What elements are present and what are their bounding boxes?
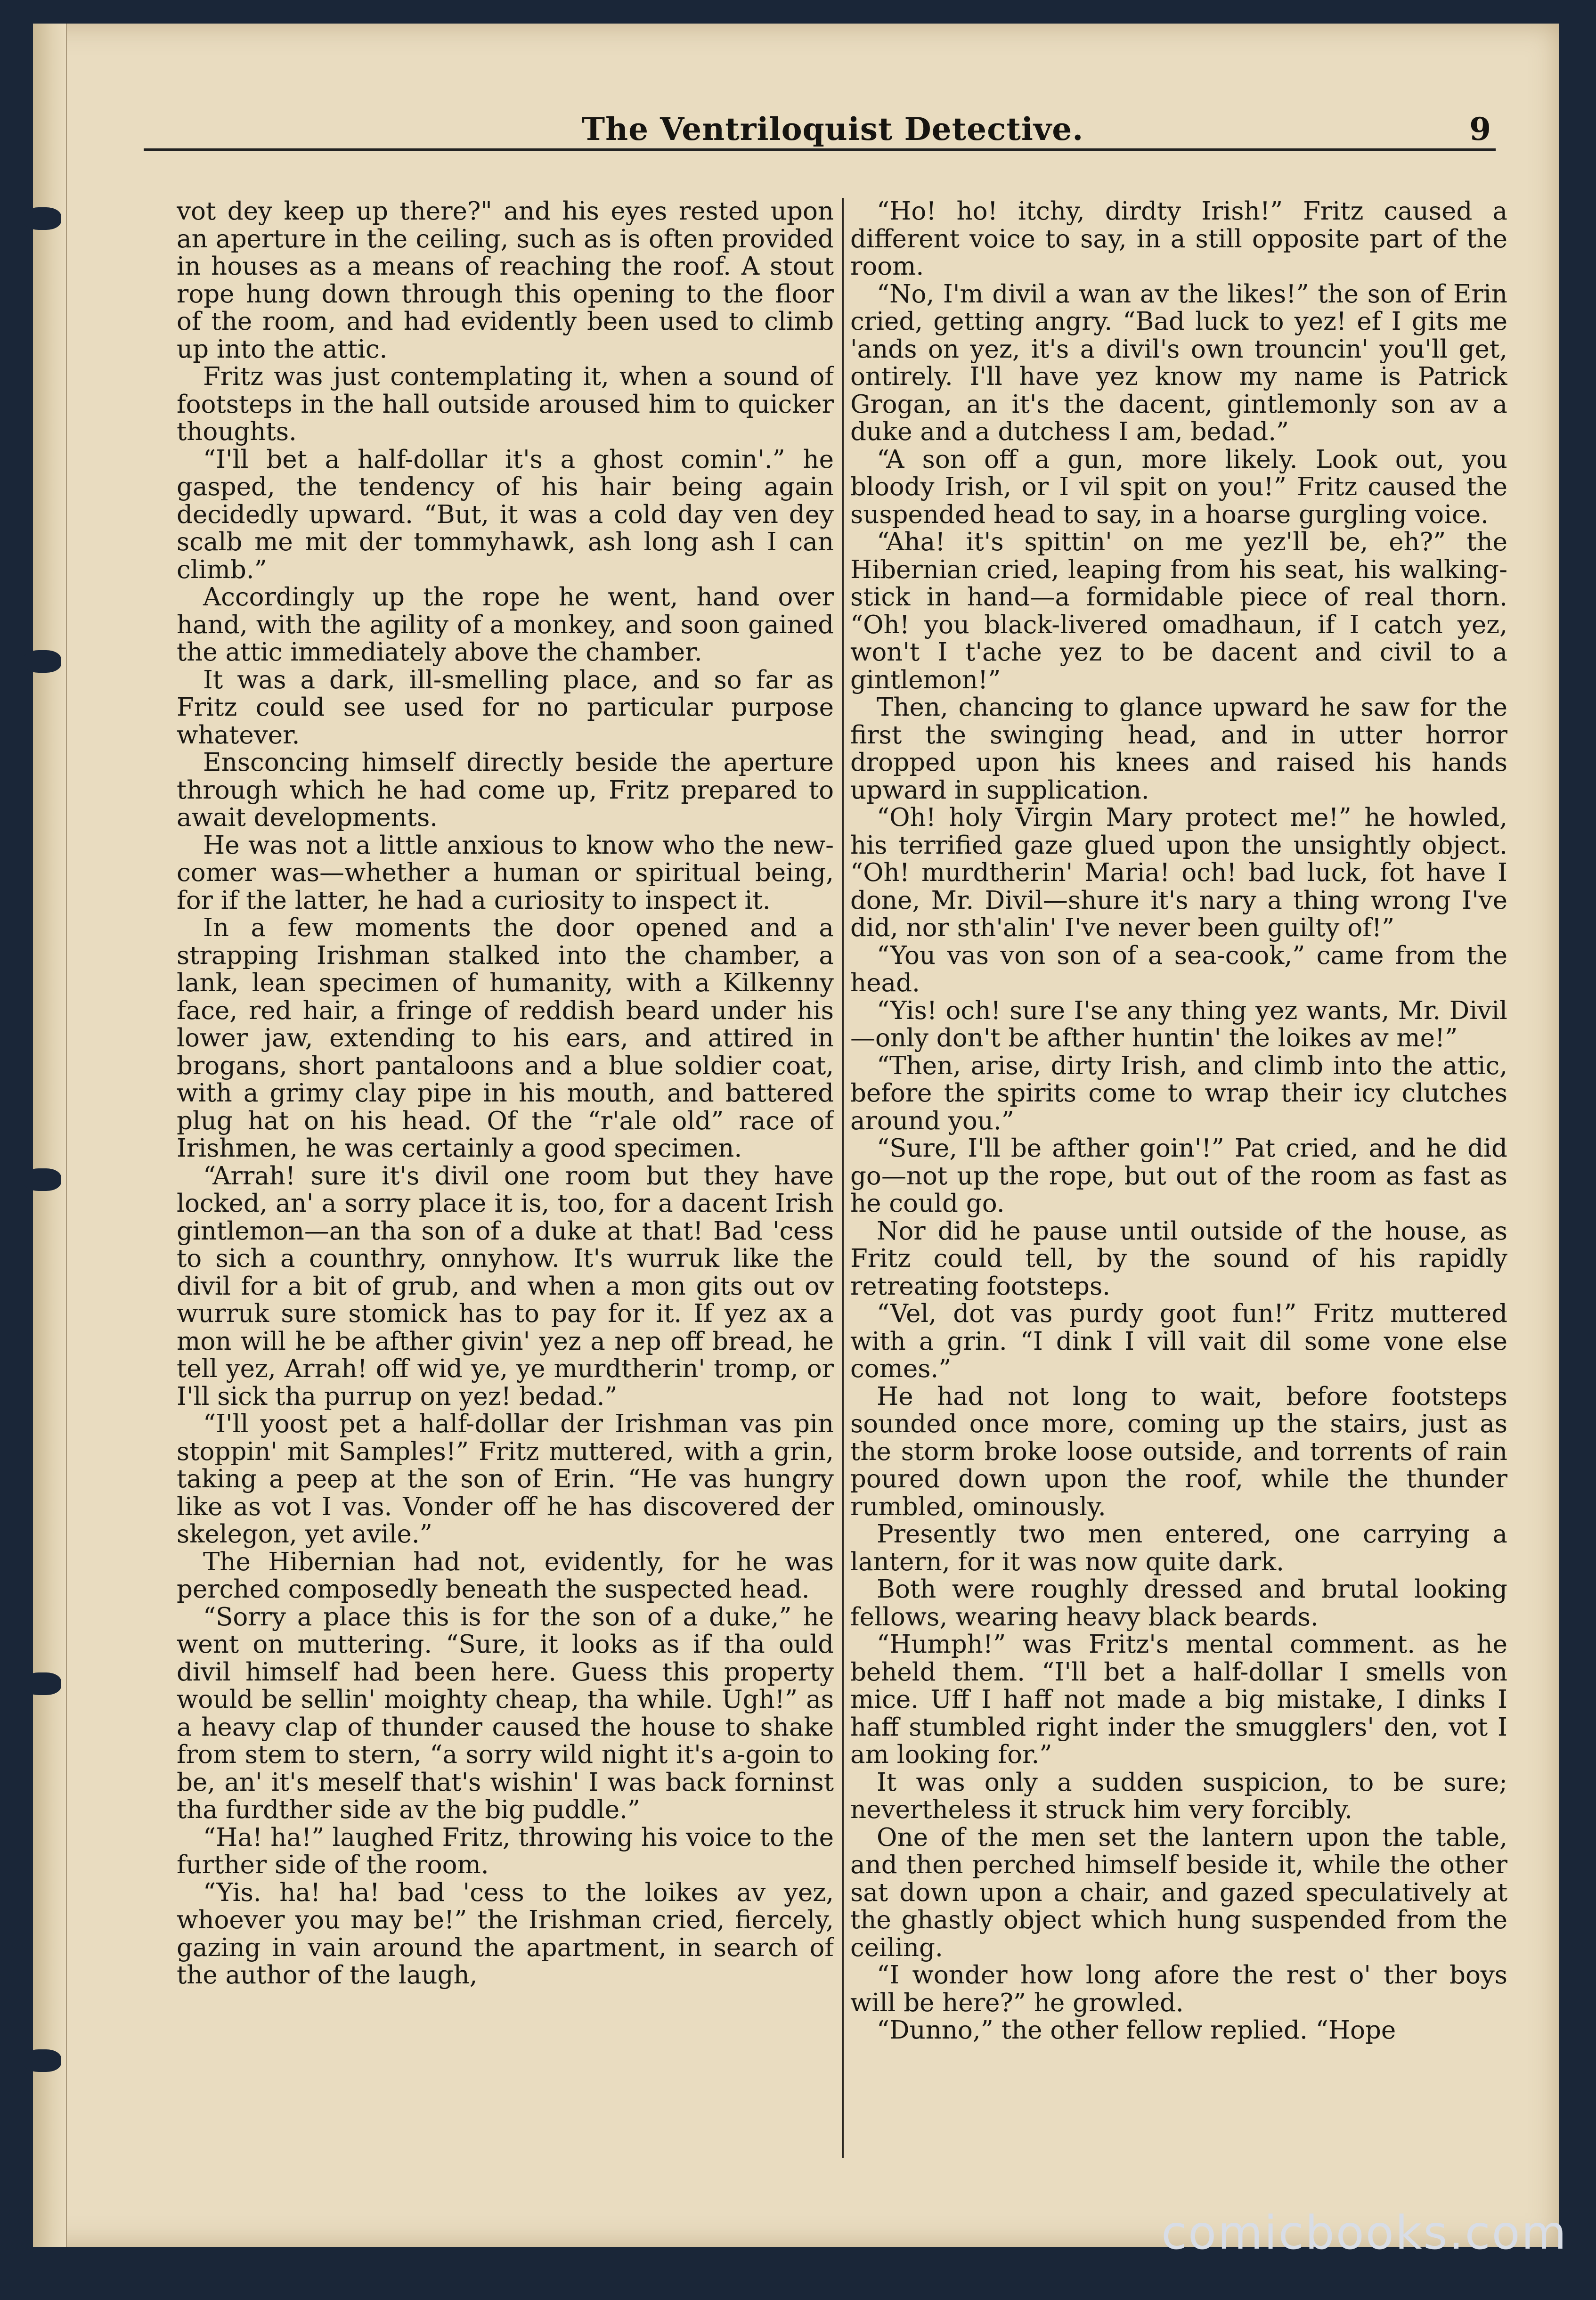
paragraph: “I'll yoost pet a half-dollar der Irishman vas pin stoppin' mit Samples!” Fritz muttered, with a grin, taking a peep at the son of Erin. “He vas hungry like as vot I vas. Vonder off he has discovered der skelegon, yet avile.” xyxy=(177,1410,834,1549)
page-binding xyxy=(33,24,67,2247)
right-column xyxy=(850,198,1507,2177)
paragraph: “Yis. ha! ha! bad 'cess to the loikes av yez, whoever you may be!” the Irishman cried, fiercely, gazing in vain around the apartment, in search of the author of the laugh, xyxy=(177,1878,834,1990)
site-watermark: comicbooks.com xyxy=(1161,2206,1568,2260)
binding-stitch xyxy=(24,650,61,673)
paragraph: One of the men set the lantern upon the table, and then perched himself beside it, while the other sat down upon a chair, and gazed speculatively at the ghastly object which hung suspended from the ceiling. xyxy=(850,1823,1507,1962)
left-column xyxy=(177,198,834,2177)
paragraph: “I wonder how long afore the rest o' ther boys will be here?” he growled. xyxy=(850,1961,1507,2017)
paragraph: “No, I'm divil a wan av the likes!” the son of Erin cried, getting angry. “Bad luck to yez! ef I gits me 'ands on yez, it's a divil's own trouncin' you'll get, ontirely. I'll have yez know my name is Patrick Grogan, an it's the dacent, gintlemonly son av a duke and a dutchess I am, bedad.” xyxy=(850,279,1507,446)
paragraph: He had not long to wait, before footsteps sounded once more, coming up the stairs, just as the storm broke loose outside, and torrents of rain poured down upon the roof, while the thunder rumbled, ominously. xyxy=(850,1382,1507,1521)
binding-stitch xyxy=(24,1168,61,1191)
paragraph: “Humph!” was Fritz's mental comment. as he beheld them. “I'll bet a half-dollar I smells von mice. Uff I haff not made a big mistake, I dinks I haff stumbled right inder the smugglers' den, vot I am looking for.” xyxy=(850,1630,1507,1769)
paragraph: Ensconcing himself directly beside the aperture through which he had come up, Fritz prepared to await developments. xyxy=(177,748,834,832)
paragraph: Fritz was just contemplating it, when a sound of footsteps in the hall outside aroused him to quicker thoughts. xyxy=(177,362,834,446)
paragraph: Accordingly up the rope he went, hand over hand, with the agility of a monkey, and soon gained the attic immediately above the chamber. xyxy=(177,583,834,667)
paragraph: “Vel, dot vas purdy goot fun!” Fritz muttered with a grin. “I dink I vill vait dil some vone else comes.” xyxy=(850,1299,1507,1383)
paragraph: Presently two men entered, one carrying a lantern, for it was now quite dark. xyxy=(850,1520,1507,1576)
paragraph: “A son off a gun, more likely. Look out, you bloody Irish, or I vil spit on you!” Fritz caused the suspended head to say, in a hoarse gurgling voice. xyxy=(850,445,1507,529)
paragraph: “Then, arise, dirty Irish, and climb into the attic, before the spirits come to wrap their icy clutches around you.” xyxy=(850,1051,1507,1135)
binding-stitch xyxy=(24,1672,61,1695)
paragraph: He was not a little anxious to know who the new-comer was—whether a human or spiritual being, for if the latter, he had a curiosity to inspect it. xyxy=(177,831,834,915)
paragraph: “Yis! och! sure I'se any thing yez wants, Mr. Divil—only don't be afther huntin' the loikes av me!” xyxy=(850,996,1507,1052)
paragraph: Both were roughly dressed and brutal looking fellows, wearing heavy black beards. xyxy=(850,1575,1507,1631)
paragraph: “Dunno,” the other fellow replied. “Hope xyxy=(877,2016,1396,2045)
paragraph: “Ho! ho! itchy, dirdty Irish!” Fritz caused a different voice to say, in a still opposite part of the room. xyxy=(850,198,1507,281)
binding-stitch xyxy=(24,207,61,230)
paragraph: The Hibernian had not, evidently, for he was perched composedly beneath the suspected head. xyxy=(177,1547,834,1604)
paragraph: “Sure, I'll be afther goin'!” Pat cried, and he did go—not up the rope, but out of the room as fast as he could go. xyxy=(850,1134,1507,1218)
paragraph: “Aha! it's spittin' on me yez'll be, eh?” the Hibernian cried, leaping from his seat, his walking-stick in hand—a formidable piece of real thorn. “Oh! you black-livered omadhaun, if I catch yez, won't I t'ache yez to be dacent and civil to a gintlemon!” xyxy=(850,528,1507,694)
paragraph: Then, chancing to glance upward he saw for the first the swinging head, and in utter horror dropped upon his knees and raised his hands upward in supplication. xyxy=(850,693,1507,805)
column-divider xyxy=(842,198,844,2158)
binding-stitch xyxy=(24,2049,61,2072)
paragraph: “Ha! ha!” laughed Fritz, throwing his voice to the further side of the room. xyxy=(177,1823,834,1879)
paragraph: It was a dark, ill-smelling place, and so far as Fritz could see used for no particular purpose whatever. xyxy=(177,665,834,750)
paragraph: In a few moments the door opened and a strapping Irishman stalked into the chamber, a lank, lean specimen of humanity, with a Kilkenny face, red hair, a fringe of reddish beard under his lower jaw, extending to his ears, and attired in brogans, short pantaloons and a blue soldier coat, with a grimy clay pipe in his mouth, and battered plug hat on his head. Of the “r'ale old” race of Irishmen, he was certainly a good specimen. xyxy=(177,913,834,1163)
running-header xyxy=(144,97,1496,151)
page-number: 9 xyxy=(1469,111,1491,147)
paragraph: Nor did he pause until outside of the house, as Fritz could tell, by the sound of his rapidly retreating footsteps. xyxy=(850,1216,1507,1301)
paragraph: It was only a sudden suspicion, to be sure; nevertheless it struck him very forcibly. xyxy=(850,1768,1507,1824)
page-title: The Ventriloquist Detective. xyxy=(582,111,1084,147)
paragraph: “Sorry a place this is for the son of a duke,” he went on muttering. “Sure, it looks as if tha ould divil himself had been here. Guess this property would be sellin' moighty cheap, tha while. Ugh!” as a heavy clap of thunder caused the house to shake from stem to stern, “a sorry wild night it's a-goin to be, an' it's meself that's wishin' I was back forninst tha furdther side av the big puddle.” xyxy=(177,1602,834,1824)
paragraph: “You vas von son of a sea-cook,” came from the head. xyxy=(850,941,1507,997)
paragraph: “I'll bet a half-dollar it's a ghost comin'.” he gasped, the tendency of his hair being again decidedly upward. “But, it was a cold day ven dey scalb me mit der tommyhawk, ash long ash I can climb.” xyxy=(177,445,834,584)
paragraph: vot dey keep up there?" and his eyes rested upon an aperture in the ceiling, such as is often provided in houses as a means of reaching the roof. A stout rope hung down through this opening to the floor of the room, and had evidently been used to climb up into the attic. xyxy=(177,198,834,364)
paragraph: “Arrah! sure it's divil one room but they have locked, an' a sorry place it is, too, for a dacent Irish gintlemon—an tha son of a duke at that! Bad 'cess to sich a counthry, onnyhow. It's wurruk like the divil for a bit of grub, and when a mon gits out ov wurruk sure stomick has to pay for it. If yez ax a mon will he be afther givin' yez a nep off bread, he tell yez, Arrah! off wid ye, ye murdtherin' tromp, or I'll sick tha purrup on yez! bedad.” xyxy=(177,1161,834,1411)
paragraph: “Oh! holy Virgin Mary protect me!” he howled, his terrified gaze glued upon the unsightly object. “Oh! murdtherin' Maria! och! bad luck, fot have I done, Mr. Divil—shure it's nary a thing wrong I've did, nor sth'alin' I've never been guilty of!” xyxy=(850,803,1507,942)
